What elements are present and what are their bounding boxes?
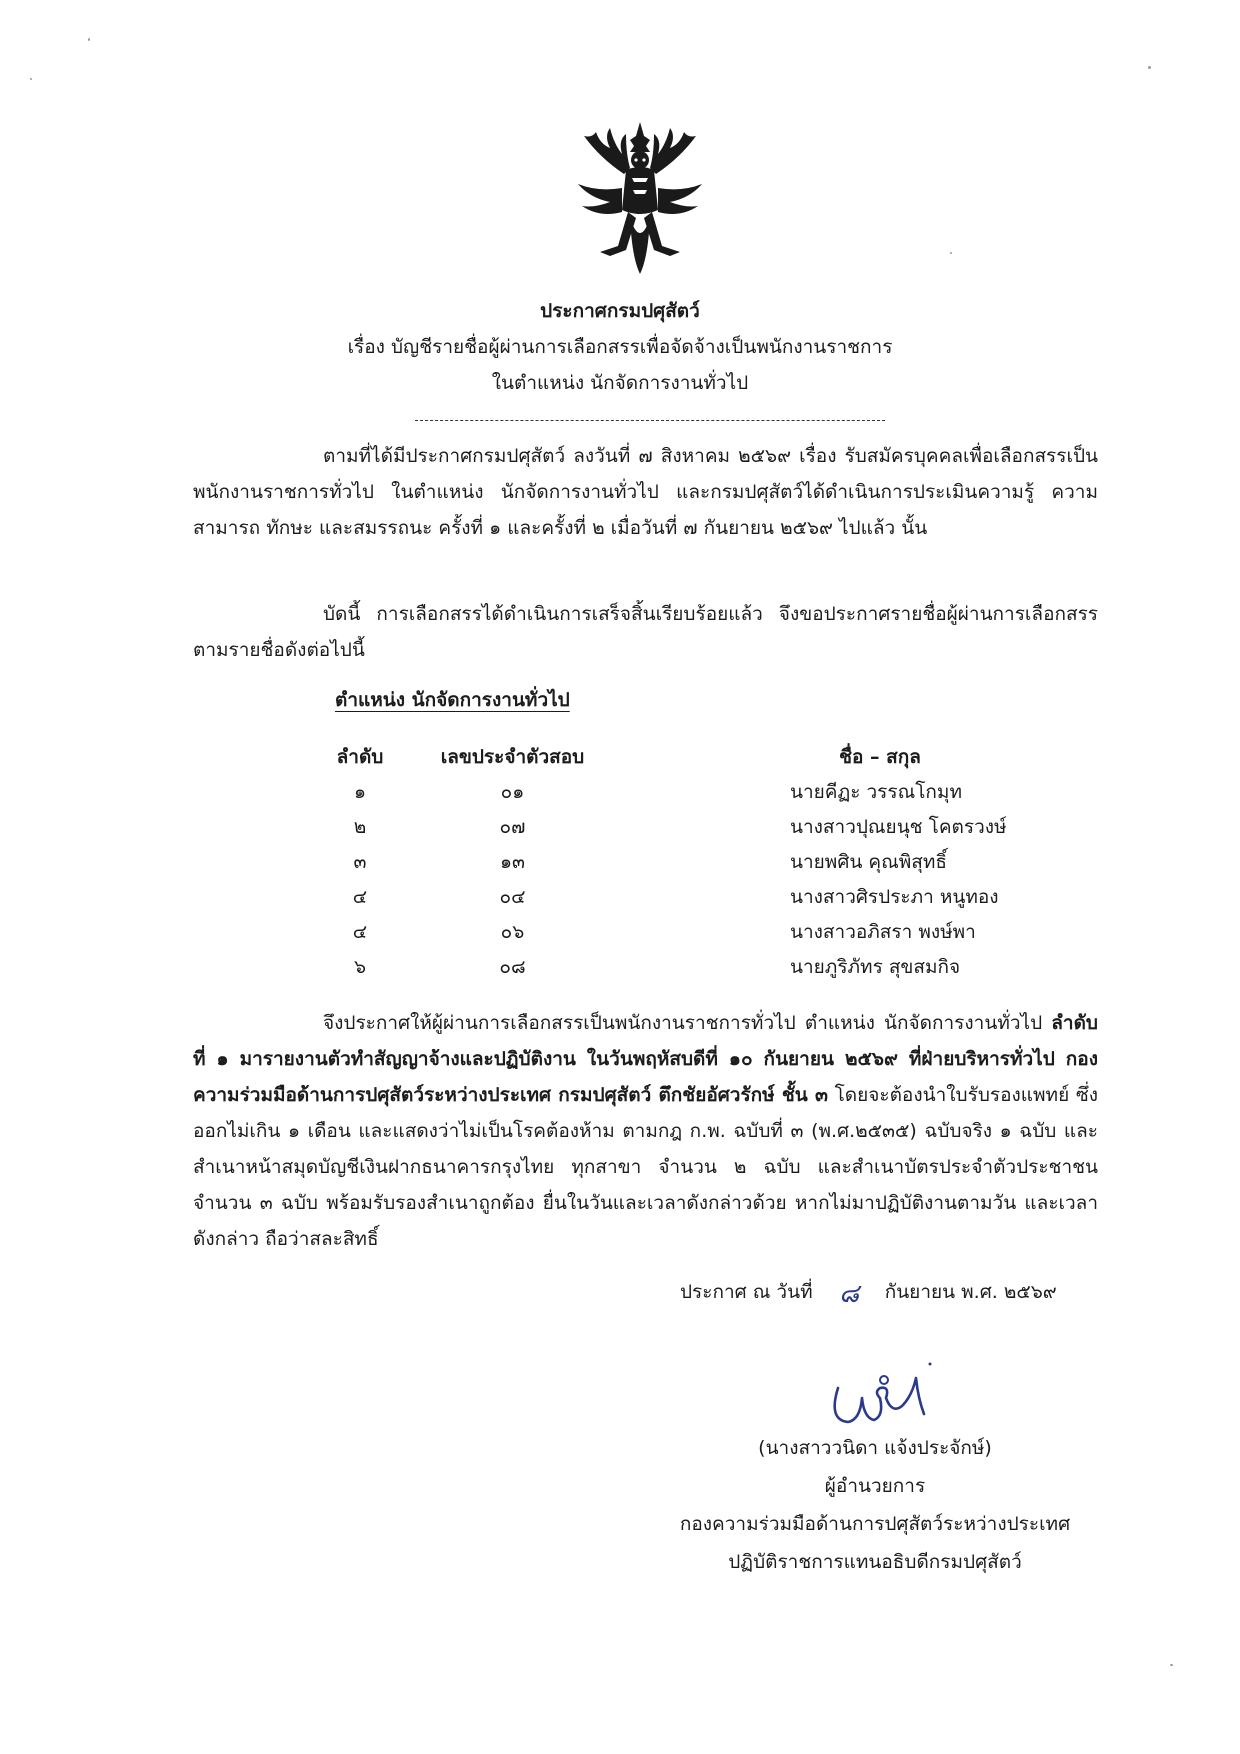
row-exam-id: ๐๘ (499, 956, 526, 978)
announcement-date-prefix: ประกาศ ณ วันที่ (680, 1281, 813, 1303)
row-name: นายพศิน คุณพิสุทธิ์ (790, 851, 947, 873)
row-order: ๔ (352, 886, 368, 908)
header-exam-id: เลขประจำตัวสอบ (440, 746, 585, 768)
paragraph-instructions-emphasis: ลำดับที่ ๑ มารายงานตัวทำสัญญาจ้างและปฏิบัติงาน ในวันพฤหัสบดีที่ ๑๐ กันยายน ๒๕๖๙ ที่ฝ่ายบริหารทั่วไป กองความร่วมมือด้านการปศุสัตว์ระหว่างประเทศ กรมปศุสัตว์ ตึกชัยอัศวรักษ์ ชั้น ๓ (193, 1012, 1098, 1106)
paragraph-intro-text: ตามที่ได้มีประกาศกรมปศุสัตว์ ลงวันที่ ๗ สิงหาคม ๒๕๖๙ เรื่อง รับสมัครบุคคลเพื่อเลือกสรรเป็นพนักงานราชการทั่วไป ในตำแหน่ง นักจัดการงานทั่วไป และกรมปศุสัตว์ได้ดำเนินการประเมินความรู้ ความสามารถ ทักษะ และสมรรถนะ ครั้งที่ ๑ และครั้งที่ ๒ เมื่อวันที่ ๗ กันยายน ๒๕๖๙ ไปแล้ว นั้น (193, 445, 1098, 539)
announcement-date-suffix: กันยายน พ.ศ. ๒๕๖๙ (884, 1281, 1057, 1303)
table-row (0, 950, 1240, 985)
paragraph-result (193, 596, 1098, 668)
garuda-emblem-icon (570, 118, 710, 278)
row-name: นางสาวอภิสรา พงษ์พา (790, 921, 976, 943)
paragraph-instructions (193, 1005, 1098, 1257)
row-exam-id: ๐๑ (500, 781, 525, 803)
row-order: ๑ (353, 781, 367, 803)
row-name: นายคีฏะ วรรณโกมุท (790, 781, 962, 803)
document-position-line: ในตำแหน่ง นักจัดการงานทั่วไป (491, 372, 749, 394)
signatory-name: (นางสาววนิดา แจ้งประจักษ์) (758, 1437, 992, 1459)
announcement-date (680, 1275, 1057, 1309)
row-order: ๒ (353, 816, 367, 838)
row-name: นายภูริภัทร สุขสมกิจ (790, 956, 961, 978)
section-title: ตำแหน่ง นักจัดการงานทั่วไป (335, 689, 570, 711)
scan-speck (1170, 1664, 1173, 1666)
row-exam-id: ๐๗ (499, 816, 526, 838)
table-header-row (0, 740, 1240, 775)
passed-candidates-table (0, 740, 1240, 985)
row-order: ๔ (352, 921, 368, 943)
signatory-division: กองความร่วมมือด้านการปศุสัตว์ระหว่างประเทศ (679, 1513, 1071, 1535)
handwritten-day (819, 1278, 879, 1308)
row-order: ๓ (353, 851, 367, 873)
document-subject: เรื่อง บัญชีรายชื่อผู้ผ่านการเลือกสรรเพื่อจัดจ้างเป็นพนักงานราชการ (347, 336, 893, 358)
signatory-acting: ปฏิบัติราชการแทนอธิบดีกรมปศุสัตว์ (728, 1551, 1022, 1573)
paragraph-result-text: บัดนี้ การเลือกสรรได้ดำเนินการเสร็จสิ้นเรียบร้อยแล้ว จึงขอประกาศรายชื่อผู้ผ่านการเลือกสรร ตามรายชื่อดังต่อไปนี้ (193, 603, 1098, 661)
header-order: ลำดับ (336, 746, 384, 768)
table-row (0, 775, 1240, 810)
paragraph-instructions-intro: จึงประกาศให้ผู้ผ่านการเลือกสรรเป็นพนักงานราชการทั่วไป ตำแหน่ง นักจัดการงานทั่วไป (323, 1012, 1043, 1034)
table-row (0, 845, 1240, 880)
row-name: นางสาวศิรประภา หนูทอง (790, 886, 999, 908)
row-order: ๖ (353, 956, 367, 978)
scan-speck (30, 78, 32, 80)
header-divider (415, 420, 885, 421)
document-title: ประกาศกรมปศุสัตว์ (540, 300, 700, 322)
table-row (0, 915, 1240, 950)
paragraph-intro (193, 438, 1098, 546)
scan-speck (88, 38, 90, 41)
header-name: ชื่อ – สกุล (839, 746, 921, 768)
scan-speck (1148, 66, 1151, 69)
paragraph-instructions-details: โดยจะต้องนำใบรับรองแพทย์ ซึ่งออกไม่เกิน ๑ เดือน และแสดงว่าไม่เป็นโรคต้องห้าม ตามกฎ ก.พ. ฉบับที่ ๓ (พ.ศ.๒๕๓๕) ฉบับจริง ๑ ฉบับ และสำเนาหน้าสมุดบัญชีเงินฝากธนาคารกรุงไทย ทุกสาขา จำนวน ๒ ฉบับ และสำเนาบัตรประจำตัวประชาชน จำนวน ๓ ฉบับ พร้อมรับรองสำเนาถูกต้อง ยื่นในวันและเวลาดังกล่าวด้วย หากไม่มาปฏิบัติงานตามวัน และเวลาดังกล่าว ถือว่าสละสิทธิ์ (193, 1084, 1098, 1250)
row-exam-id: ๐๔ (499, 886, 526, 908)
handwritten-day-text: ๘ (838, 1278, 859, 1308)
signatory-title: ผู้อำนวยการ (824, 1475, 926, 1497)
handwritten-signature (820, 1358, 950, 1438)
row-exam-id: ๑๓ (499, 851, 526, 873)
scan-speck (950, 252, 952, 254)
row-name: นางสาวปุณยนุช โคตรวงษ์ (790, 816, 1007, 838)
table-row (0, 810, 1240, 845)
row-exam-id: ๐๖ (500, 921, 525, 943)
table-row (0, 880, 1240, 915)
